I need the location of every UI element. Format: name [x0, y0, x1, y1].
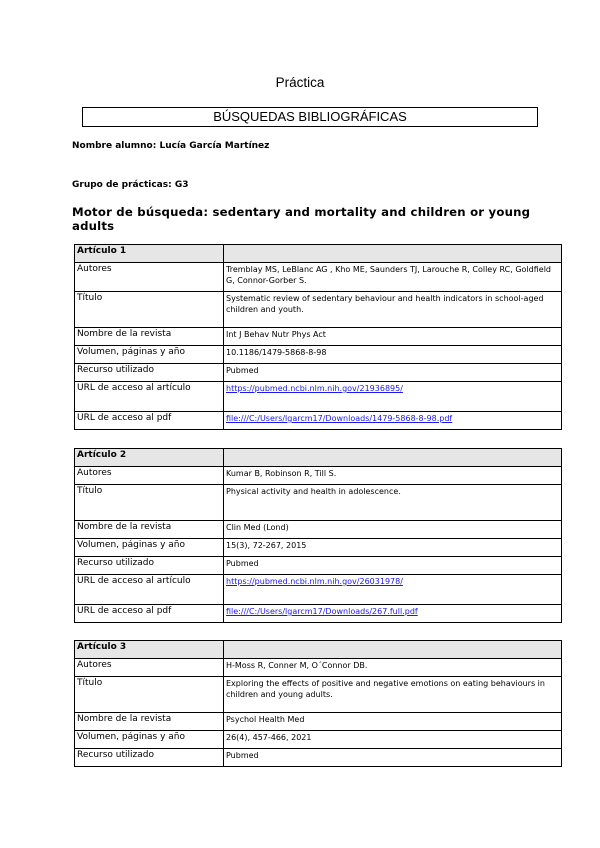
- authors-label: Autores: [75, 263, 224, 292]
- search-engine-title: Motor de búsqueda: sedentary and mortality and children or young adults: [72, 205, 531, 233]
- title-value: Systematic review of sedentary behaviour and health indicators in school-aged children and youth.: [224, 292, 562, 328]
- document-title: BÚSQUEDAS BIBLIOGRÁFICAS: [82, 107, 538, 127]
- student-name-label: Nombre alumno:: [72, 141, 157, 151]
- title-label: Título: [75, 292, 224, 328]
- journal-label: Nombre de la revista: [75, 521, 224, 539]
- url-pdf-link[interactable]: file:///C:/Users/lgarcm17/Downloads/267.full.pdf: [226, 607, 418, 616]
- article-heading: Artículo 3: [75, 641, 224, 659]
- article-heading: Artículo 2: [75, 449, 224, 467]
- student-name: Lucía García Martínez: [159, 141, 270, 151]
- resource-value: Pubmed: [224, 364, 562, 382]
- article-heading: Artículo 1: [75, 245, 224, 263]
- title-label: Título: [75, 485, 224, 521]
- student-name-line: [72, 141, 269, 151]
- authors-label: Autores: [75, 659, 224, 677]
- url-article-link[interactable]: https://pubmed.ncbi.nlm.nih.gov/21936895/: [226, 384, 403, 393]
- url-pdf-label: URL de acceso al pdf: [75, 605, 224, 623]
- resource-label: Recurso utilizado: [75, 364, 224, 382]
- resource-value: Pubmed: [224, 749, 562, 767]
- volume-label: Volumen, páginas y año: [75, 346, 224, 364]
- volume-label: Volumen, páginas y año: [75, 539, 224, 557]
- resource-label: Recurso utilizado: [75, 749, 224, 767]
- journal-value: Psychol Health Med: [224, 713, 562, 731]
- volume-value: 10.1186/1479-5868-8-98: [224, 346, 562, 364]
- authors-value: H-Moss R, Conner M, O´Connor DB.: [224, 659, 562, 677]
- title-value: Exploring the effects of positive and negative emotions on eating behaviours in children and young adults.: [224, 677, 562, 713]
- volume-value: 15(3), 72-267, 2015: [224, 539, 562, 557]
- volume-value: 26(4), 457-466, 2021: [224, 731, 562, 749]
- article-table-1: [74, 244, 562, 430]
- volume-label: Volumen, páginas y año: [75, 731, 224, 749]
- journal-value: Int J Behav Nutr Phys Act: [224, 328, 562, 346]
- title-label: Título: [75, 677, 224, 713]
- practice-group: G3: [174, 180, 189, 190]
- practice-group-label: Grupo de prácticas:: [72, 180, 172, 190]
- practice-group-line: [72, 180, 189, 190]
- resource-value: Pubmed: [224, 557, 562, 575]
- journal-label: Nombre de la revista: [75, 713, 224, 731]
- authors-value: Kumar B, Robinson R, Till S.: [224, 467, 562, 485]
- url-article-label: URL de acceso al artículo: [75, 575, 224, 605]
- article-table-2: [74, 448, 562, 623]
- journal-value: Clin Med (Lond): [224, 521, 562, 539]
- url-pdf-label: URL de acceso al pdf: [75, 412, 224, 430]
- authors-value: Tremblay MS, LeBlanc AG , Kho ME, Saunders TJ, Larouche R, Colley RC, Goldfield G, Connor-Gorber S.: [224, 263, 562, 292]
- url-article-label: URL de acceso al artículo: [75, 382, 224, 412]
- page-heading: Práctica: [275, 75, 325, 90]
- authors-label: Autores: [75, 467, 224, 485]
- title-value: Physical activity and health in adolescence.: [224, 485, 562, 521]
- url-article-link[interactable]: https://pubmed.ncbi.nlm.nih.gov/26031978/: [226, 577, 403, 586]
- journal-label: Nombre de la revista: [75, 328, 224, 346]
- resource-label: Recurso utilizado: [75, 557, 224, 575]
- article-table-3: [74, 640, 562, 767]
- url-pdf-link[interactable]: file:///C:/Users/lgarcm17/Downloads/1479-5868-8-98.pdf: [226, 414, 453, 423]
